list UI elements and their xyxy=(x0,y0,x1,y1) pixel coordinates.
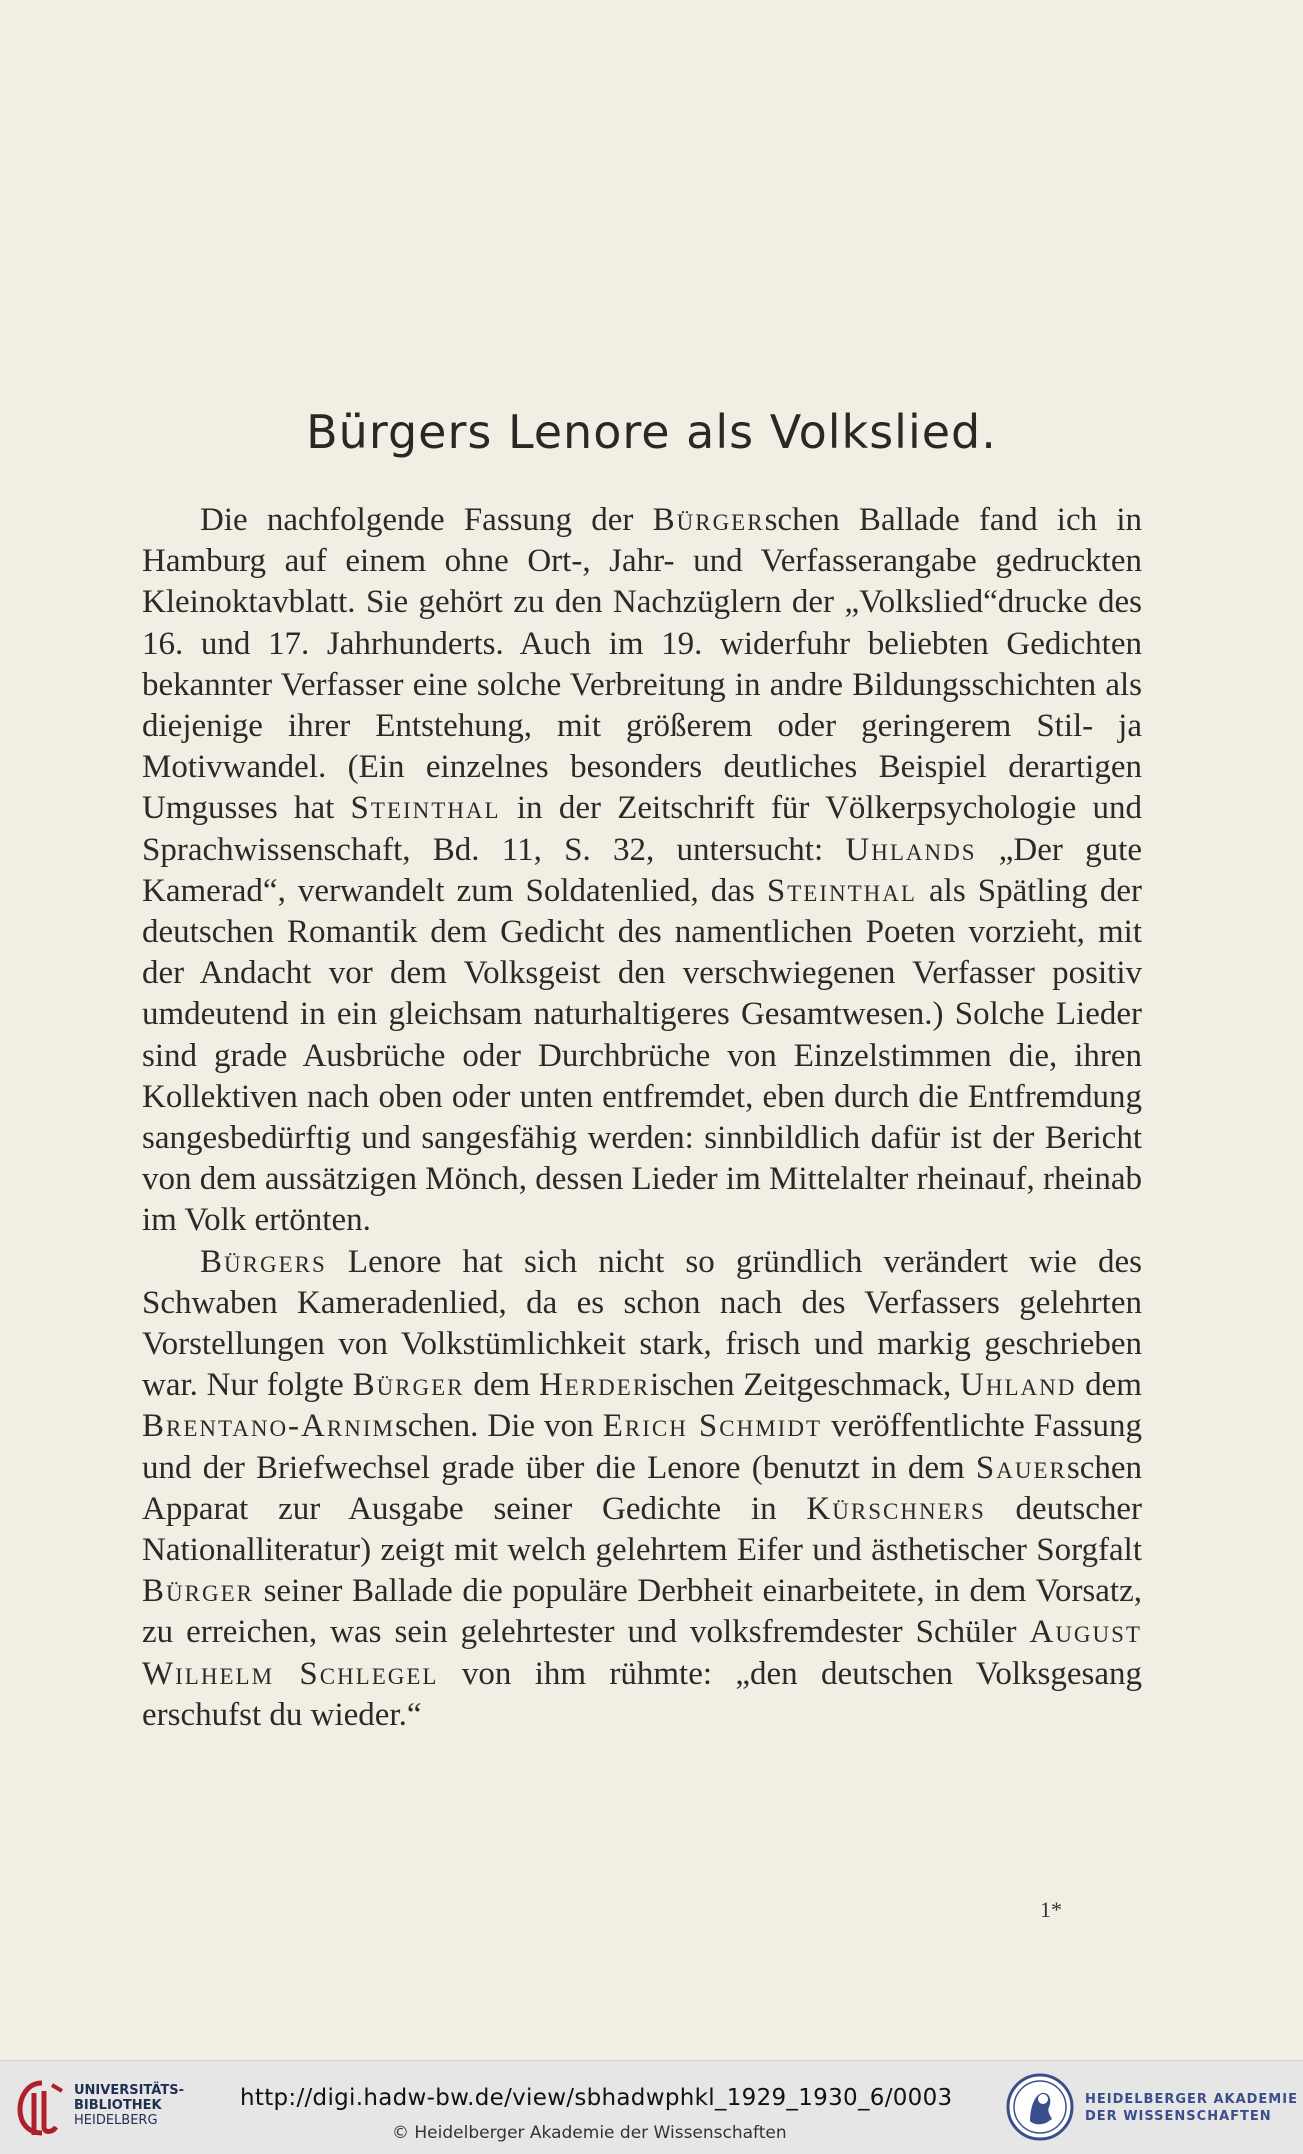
text-run: dem xyxy=(1076,1367,1142,1404)
text-run: schen. Die von xyxy=(394,1408,603,1445)
name-smallcaps: Bürger xyxy=(142,1573,254,1610)
name-smallcaps: Uhlands xyxy=(845,831,977,868)
name-smallcaps: Bürger xyxy=(352,1367,465,1404)
name-smallcaps: Steinthal xyxy=(766,872,917,909)
text-run: schen Ballade fand ich in Hamburg auf einem ohne Ort-, Jahr- und Verfasserangabe gedruckten Kleinoktavblatt. Sie gehört zu den Nachzüglern der „Volkslied“drucke des 16. und 17. Jahrhunderts. Auch im 19. widerfuhr beliebten Gedichten bekannter Verfasser eine solche Verbreitung in andre Bildungsschichten als diejenige ihrer Entstehung, mit größerem oder geringerem Stil- ja Motivwandel. (Ein einzelnes besonders deutliches Beispiel derartigen Umgusses hat xyxy=(142,502,1143,827)
name-smallcaps: August Wilhelm Schlegel xyxy=(142,1614,1142,1692)
page-title: Bürgers Lenore als Volkslied. xyxy=(306,405,997,459)
name-smallcaps: Kürschners xyxy=(806,1490,986,1527)
text-run: schen Apparat zur Ausgabe seiner Gedichte in xyxy=(142,1449,1142,1527)
text-run: dem xyxy=(464,1367,539,1404)
text-run: deutscher Nationalliteratur) zeigt mit welch gelehrtem Eifer und ästhetischer Sorgfalt xyxy=(142,1490,1142,1569)
library-line-3: HEIDELBERG xyxy=(74,2113,158,2128)
academy-name xyxy=(1085,2091,1298,2125)
footer-bar xyxy=(0,2060,1303,2154)
name-smallcaps: Bürger xyxy=(652,502,765,538)
name-smallcaps: Uhland xyxy=(960,1367,1077,1404)
copyright-text: © Heidelberger Akademie der Wissenschaften xyxy=(392,2123,787,2143)
text-run: von ihm rühmte: „den deutschen Volksgesang erschufst du wieder.“ xyxy=(142,1655,1142,1733)
source-url-link[interactable]: http://digi.hadw-bw.de/view/sbhadwphkl_1929_1930_6/0003 xyxy=(240,2085,953,2111)
text-run: „Der gute Kamerad“, verwandelt zum Soldatenlied, das xyxy=(142,831,1142,909)
library-line-1: UNIVERSITÄTS- xyxy=(74,2083,184,2098)
text-run: seiner Ballade die populäre Derbheit einarbeitete, in dem Vorsatz, zu erreichen, was sein gelehrtester und volksfremdester Schüler xyxy=(142,1573,1142,1651)
body-text xyxy=(142,500,1142,1736)
academy-line-2: DER WISSENSCHAFTEN xyxy=(1085,2109,1272,2124)
library-line-2: BIBLIOTHEK xyxy=(74,2098,162,2113)
name-smallcaps: Erich Schmidt xyxy=(602,1408,822,1445)
name-smallcaps: Herder xyxy=(538,1367,651,1404)
academy-seal-icon[interactable] xyxy=(1006,2073,1074,2141)
name-smallcaps: Brentano-Arnim xyxy=(142,1408,395,1445)
text-run: Die nachfolgende Fassung der xyxy=(200,502,653,538)
page-number: 1* xyxy=(1040,1897,1062,1922)
text-run: als Spätling der deutschen Romantik dem Gedicht des namentlichen Poeten vorzieht, mit der Andacht vor dem Volksgeist den verschwiegenen Verfasser positiv umdeutend in ein gleichsam naturhaltigeres Gesamtwesen.) Solche Lieder sind grade Ausbrüche oder Durchbrüche von Einzelstimmen die, ihren Kollektiven nach oben oder unten entfremdet, eben durch die Entfremdung sangesbedürftig und sangesfähig werden: sinnbildlich dafür ist der Bericht von dem aussätzigen Mönch, dessen Lieder im Mittelalter rheinauf, rheinab im Volk ertönten. xyxy=(142,872,1142,1239)
paragraph-2 xyxy=(142,1242,1142,1736)
name-smallcaps: Sauer xyxy=(975,1449,1067,1486)
text-run: Lenore hat sich nicht so gründlich verändert wie des Schwaben Kameradenlied, da es schon nach des Verfassers gelehrten Vorstellungen von Volkstümlichkeit stark, frisch und markig geschrieben war. Nur folgte xyxy=(142,1243,1142,1404)
text-run: ischen Zeitgeschmack, xyxy=(650,1367,961,1404)
paragraph-1 xyxy=(142,500,1142,1242)
name-smallcaps: Bürgers xyxy=(200,1243,327,1280)
library-name xyxy=(74,2083,184,2128)
academy-line-1: HEIDELBERGER AKADEMIE xyxy=(1085,2092,1298,2107)
university-library-logo-icon[interactable] xyxy=(12,2077,70,2139)
text-run: in der Zeitschrift für Völkerpsychologie und Sprachwissenschaft, Bd. 11, S. 32, untersucht: xyxy=(142,790,1142,868)
name-smallcaps: Steinthal xyxy=(350,790,501,827)
text-run: veröffentlichte Fassung und der Briefwechsel grade über die Lenore (benutzt in dem xyxy=(142,1408,1142,1486)
